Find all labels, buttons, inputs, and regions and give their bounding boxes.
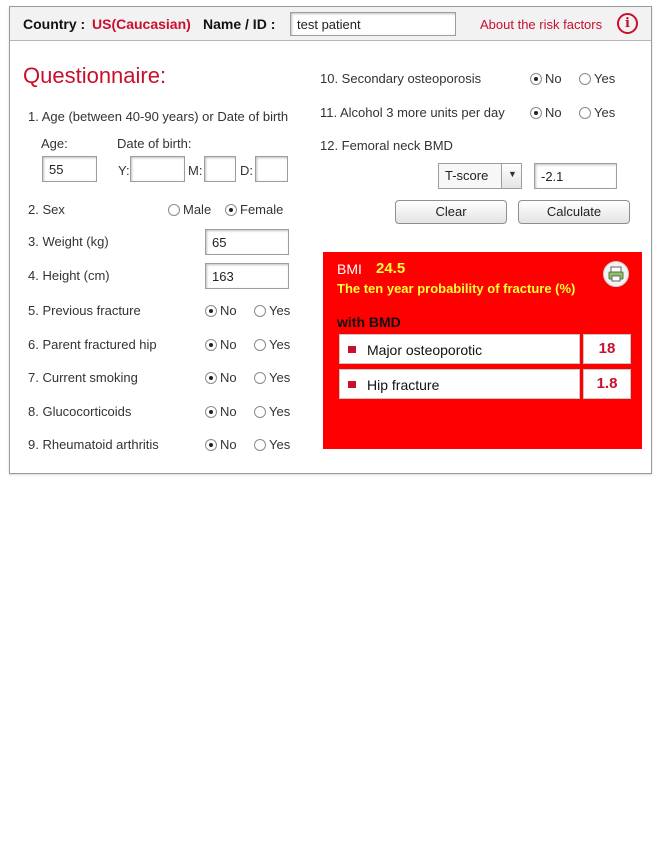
sex-male-label: Male [183,202,212,217]
q3-label: 3. Weight (kg) [28,234,109,249]
sex-female-radio[interactable] [225,204,237,216]
q10-no-label: No [545,71,562,86]
result-row-hip [339,369,580,399]
q10-yes-label: Yes [594,71,616,86]
header-bar [10,7,651,41]
result-panel [323,252,642,449]
name-id-input[interactable] [290,12,456,36]
with-bmd-label: with BMD [337,314,401,330]
dob-month-input[interactable] [204,156,236,182]
result-name-hip: Hip fracture [367,377,440,393]
q4-label: 4. Height (cm) [28,268,110,283]
sex-male-radio[interactable] [168,204,180,216]
q1-label: 1. Age (between 40-90 years) or Date of birth [28,109,289,124]
bmd-value-input[interactable] [534,163,617,189]
q6-no-label: No [220,337,237,352]
dob-month-label: M: [188,163,203,178]
questionnaire-title: Questionnaire: [23,63,167,88]
q5-label: 5. Previous fracture [28,303,141,318]
result-row-major [339,334,580,364]
q9-label: 9. Rheumatoid arthritis [28,437,159,452]
q2-label: 2. Sex [28,202,65,217]
q8-no-label: No [220,404,237,419]
q8-label: 8. Glucocorticoids [28,404,132,419]
sex-female-label: Female [240,202,284,217]
q12-label: 12. Femoral neck BMD [320,138,453,153]
q5-no-radio[interactable] [205,305,217,317]
name-id-label: Name / ID : [203,16,276,32]
height-input[interactable] [205,263,289,289]
dob-year-input[interactable] [130,156,185,182]
bmi-label: BMI [337,261,362,277]
q5-yes-label: Yes [269,303,291,318]
bullet-icon [348,381,356,388]
q8-yes-label: Yes [269,404,291,419]
q11-no-radio[interactable] [530,107,542,119]
q9-yes-radio[interactable] [254,439,266,451]
q9-no-radio[interactable] [205,439,217,451]
weight-input[interactable] [205,229,289,255]
bullet-icon [348,346,356,353]
dob-day-input[interactable] [255,156,288,182]
q8-yes-radio[interactable] [254,406,266,418]
chevron-down-icon[interactable]: ▼ [501,164,521,188]
about-risk-factors-link[interactable]: About the risk factors [480,17,603,32]
q7-yes-label: Yes [269,370,291,385]
age-label: Age: [41,136,68,151]
dob-year-label: Y: [118,163,130,178]
calculate-button[interactable]: Calculate [518,200,630,224]
q11-label: 11. Alcohol 3 more units per day [320,105,505,120]
q11-yes-radio[interactable] [579,107,591,119]
dob-day-label: D: [240,163,253,178]
q11-no-label: No [545,105,562,120]
q7-no-radio[interactable] [205,372,217,384]
calculator-panel [9,6,652,474]
q10-label: 10. Secondary osteoporosis [320,71,482,86]
q9-yes-label: Yes [269,437,291,452]
country-label: Country : [23,16,86,32]
bmd-type-value: T-score [445,168,489,183]
result-value-hip: 1.8 [583,369,631,399]
info-icon[interactable]: i [617,13,638,34]
q7-no-label: No [220,370,237,385]
q6-no-radio[interactable] [205,339,217,351]
q9-no-label: No [220,437,237,452]
q5-no-label: No [220,303,237,318]
q7-yes-radio[interactable] [254,372,266,384]
printer-icon[interactable] [603,261,629,287]
age-input[interactable] [42,156,97,182]
printer-icon-graphic [604,262,628,286]
dob-label: Date of birth: [117,136,192,151]
q10-no-radio[interactable] [530,73,542,85]
bmd-type-select[interactable] [438,163,522,189]
q6-label: 6. Parent fractured hip [28,337,157,352]
q6-yes-label: Yes [269,337,291,352]
clear-button[interactable]: Clear [395,200,507,224]
q5-yes-radio[interactable] [254,305,266,317]
q11-yes-label: Yes [594,105,616,120]
country-value[interactable]: US(Caucasian) [92,16,191,32]
bmi-value: 24.5 [376,260,406,277]
result-value-major: 18 [583,334,631,364]
q10-yes-radio[interactable] [579,73,591,85]
result-name-major: Major osteoporotic [367,342,483,358]
q6-yes-radio[interactable] [254,339,266,351]
q8-no-radio[interactable] [205,406,217,418]
q7-label: 7. Current smoking [28,370,138,385]
probability-title: The ten year probability of fracture (%) [337,281,576,296]
